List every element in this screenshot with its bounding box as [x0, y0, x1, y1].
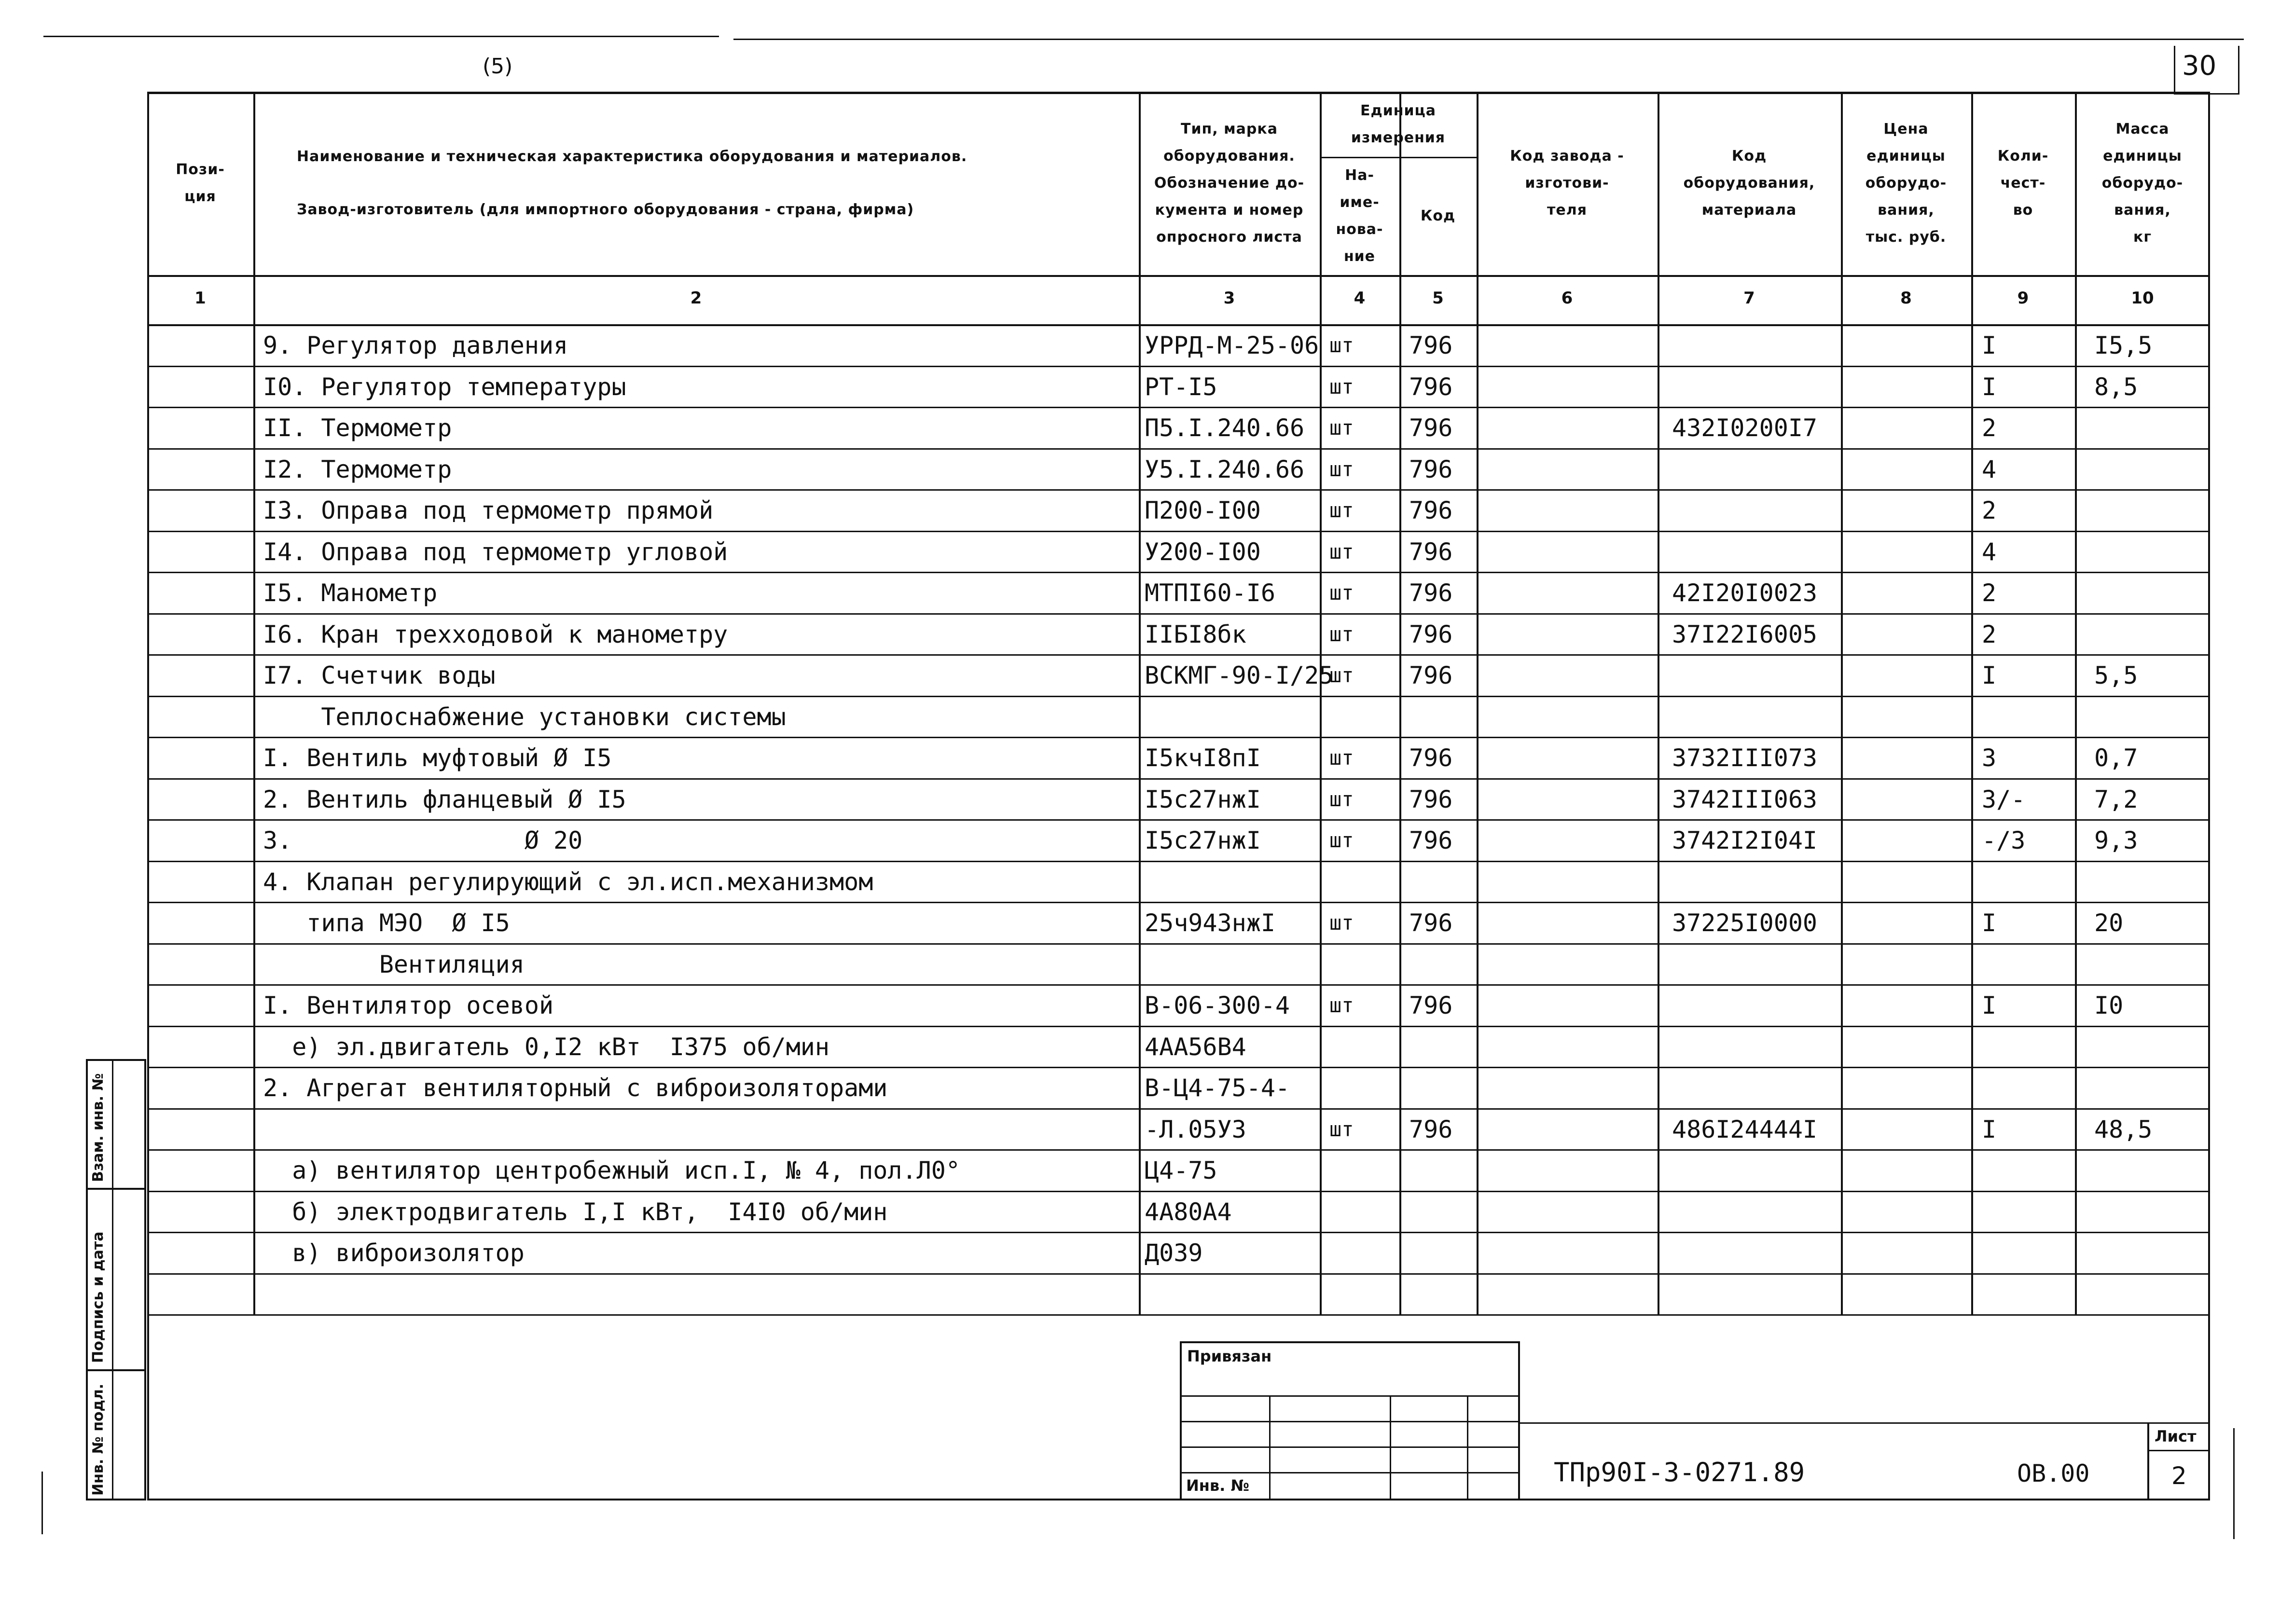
- item-type: П200-I00: [1145, 496, 1261, 524]
- item-equipment-code: 3732III073: [1672, 744, 1818, 772]
- header-mass-line: оборудо-: [2101, 175, 2183, 192]
- item-unit: шт: [1329, 457, 1354, 481]
- item-quantity: 4: [1982, 455, 1997, 483]
- header-equipment-code-line: материала: [1701, 202, 1797, 219]
- header-unit-line: Единица: [1360, 102, 1436, 119]
- item-name: I0. Регулятор температуры: [263, 372, 626, 401]
- side-label-podpis: Подпись и дата: [90, 1231, 107, 1363]
- item-equipment-code: 486I24444I: [1672, 1115, 1818, 1143]
- item-unit-code: 796: [1409, 414, 1453, 442]
- bottom-left-mark: [41, 1472, 43, 1534]
- item-unit: шт: [1329, 374, 1354, 399]
- item-type: 4А80А4: [1145, 1197, 1232, 1226]
- column-number: 9: [2017, 289, 2029, 308]
- header-type-line: опросного листа: [1156, 229, 1302, 246]
- item-quantity: 4: [1982, 537, 1997, 566]
- item-name: I6. Кран трехходовой к манометру: [263, 620, 728, 648]
- top-mark: (5): [483, 54, 513, 79]
- item-name: 3. Ø 20: [263, 826, 583, 854]
- item-type: В-Ц4-75-4-: [1145, 1074, 1290, 1102]
- item-name: Вентиляция: [263, 950, 525, 978]
- item-name: б) электродвигатель I,I кВт, I4I0 об/мин: [263, 1197, 888, 1226]
- item-unit: шт: [1329, 787, 1354, 811]
- column-number: 1: [194, 289, 206, 308]
- item-name: 9. Регулятор давления: [263, 331, 568, 359]
- item-name: 4. Клапан регулирующий с эл.исп.механизмом: [263, 867, 873, 896]
- header-unit-name-line: На-: [1345, 166, 1374, 184]
- right-edge-mark: [2233, 1428, 2235, 1539]
- document-code: ТПр90І-3-0271.89: [1554, 1457, 1805, 1487]
- section-code: ОВ.00: [2017, 1459, 2090, 1487]
- item-quantity: 3: [1982, 744, 1997, 772]
- header-mass-line: единицы: [2103, 148, 2182, 165]
- item-quantity: -/3: [1982, 826, 2026, 854]
- header-quantity: [1971, 92, 2075, 275]
- page-number: 30: [2182, 50, 2217, 82]
- column-number: 10: [2131, 289, 2154, 308]
- stamp-v2: [1390, 1395, 1391, 1500]
- item-name: Теплоснабжение установки системы: [263, 702, 786, 731]
- item-mass: 8,5: [2094, 372, 2138, 401]
- header-mass-line: Масса: [2115, 121, 2169, 138]
- item-name: в) виброизолятор: [263, 1239, 525, 1267]
- item-mass: 0,7: [2094, 744, 2138, 772]
- side-stamp-divider: [112, 1059, 113, 1500]
- item-mass: 7,2: [2094, 785, 2138, 813]
- column-number: 8: [1900, 289, 1912, 308]
- header-price-line: единицы: [1866, 148, 1946, 165]
- item-name: 2. Агрегат вентиляторный с виброизоляторами: [263, 1074, 888, 1102]
- item-mass: 20: [2094, 909, 2124, 937]
- column-number: 5: [1432, 289, 1444, 308]
- item-unit: шт: [1329, 663, 1354, 687]
- item-type: 4АА56В4: [1145, 1032, 1246, 1061]
- header-unit-name-line: нова-: [1336, 220, 1383, 238]
- item-quantity: 2: [1982, 620, 1997, 648]
- item-equipment-code: 3742III063: [1672, 785, 1818, 813]
- item-name: I3. Оправа под термометр прямой: [263, 496, 714, 524]
- item-mass: 48,5: [2094, 1115, 2153, 1143]
- item-quantity: 2: [1982, 414, 1997, 442]
- header-mass: [2075, 92, 2210, 275]
- item-unit: шт: [1329, 498, 1354, 522]
- header-type-line: кумента и номер: [1155, 202, 1304, 219]
- item-type: У200-I00: [1145, 537, 1261, 566]
- header-price-line: тыс. руб.: [1865, 229, 1947, 246]
- header-quantity-line: во: [2013, 202, 2033, 219]
- item-type: ВСКМГ-90-I/25: [1145, 661, 1334, 689]
- header-price-line: оборудо-: [1865, 175, 1947, 192]
- item-unit-code: 796: [1409, 909, 1453, 937]
- item-equipment-code: 37I22I6005: [1672, 620, 1818, 648]
- item-quantity: I: [1982, 991, 1997, 1019]
- stamp-inv-label: Инв. №: [1186, 1476, 1249, 1495]
- stamp-h3: [1180, 1446, 1520, 1448]
- header-quantity-line: чест-: [2000, 175, 2046, 192]
- header-unit: [1320, 92, 1477, 157]
- item-unit-code: 796: [1409, 826, 1453, 854]
- item-unit-code: 796: [1409, 991, 1453, 1019]
- item-mass: 9,3: [2094, 826, 2138, 854]
- item-unit-code: 796: [1409, 785, 1453, 813]
- header-position: [147, 92, 253, 275]
- list-label: Лист: [2155, 1427, 2197, 1445]
- column-number: 3: [1223, 289, 1235, 308]
- item-type: -Л.05У3: [1145, 1115, 1246, 1143]
- header-unit-name: [1320, 157, 1399, 275]
- item-unit-code: 796: [1409, 620, 1453, 648]
- header-bottom-line: [147, 275, 2210, 277]
- item-quantity: I: [1982, 661, 1997, 689]
- item-quantity: I: [1982, 1115, 1997, 1143]
- side-label-vzam: Взам. инв. №: [90, 1073, 107, 1182]
- row-line-24: [147, 1314, 2210, 1316]
- column-number: 6: [1561, 289, 1573, 308]
- header-factory-code-line: изготови-: [1525, 175, 1609, 192]
- item-unit: шт: [1329, 828, 1354, 852]
- item-unit: шт: [1329, 746, 1354, 770]
- header-unit-line: измерения: [1351, 129, 1446, 146]
- header-equipment-code: [1658, 92, 1841, 275]
- item-quantity: 3/-: [1982, 785, 2026, 813]
- item-name: I. Вентилятор осевой: [263, 991, 554, 1019]
- stamp-v1: [1269, 1395, 1271, 1500]
- header-type-line: оборудования.: [1163, 148, 1295, 165]
- item-unit-code: 796: [1409, 455, 1453, 483]
- header-factory-code-line: теля: [1547, 202, 1587, 219]
- item-unit: шт: [1329, 993, 1354, 1017]
- column-number: 7: [1743, 289, 1755, 308]
- stamp-v3: [1467, 1395, 1468, 1500]
- item-unit: шт: [1329, 911, 1354, 935]
- item-mass: I0: [2094, 991, 2124, 1019]
- header-name-line: Завод-изготовитель (для импортного оборудования - страна, фирма): [297, 201, 914, 218]
- stamp-h4: [1180, 1472, 1520, 1473]
- item-unit: шт: [1329, 539, 1354, 564]
- header-factory-code: [1477, 92, 1658, 275]
- item-name: II. Термометр: [263, 414, 452, 442]
- item-unit-code: 796: [1409, 372, 1453, 401]
- item-unit: шт: [1329, 333, 1354, 357]
- list-box-divider: [2147, 1450, 2210, 1451]
- header-unit-code: [1399, 157, 1477, 275]
- item-unit-code: 796: [1409, 1115, 1453, 1143]
- item-type: РТ-I5: [1145, 372, 1217, 401]
- list-number: 2: [2171, 1462, 2187, 1490]
- header-type-line: Тип, марка: [1181, 121, 1278, 138]
- item-unit-code: 796: [1409, 331, 1453, 359]
- item-equipment-code: 42I20I0023: [1672, 579, 1818, 607]
- item-type: П5.I.240.66: [1145, 414, 1305, 442]
- item-unit-code: 796: [1409, 661, 1453, 689]
- header-unit-name-line: име-: [1340, 193, 1380, 211]
- item-type: В-06-300-4: [1145, 991, 1290, 1019]
- stamp-h2: [1180, 1421, 1520, 1422]
- column-number: 4: [1354, 289, 1366, 308]
- header-mass-line: кг: [2133, 229, 2152, 246]
- item-name: I. Вентиль муфтовый Ø I5: [263, 744, 612, 772]
- header-price-line: вания,: [1878, 202, 1935, 219]
- item-unit: шт: [1329, 581, 1354, 605]
- item-type: I5с27нжI: [1145, 785, 1261, 813]
- item-unit: шт: [1329, 1117, 1354, 1141]
- item-equipment-code: 432I0200I7: [1672, 414, 1818, 442]
- item-name: I5. Манометр: [263, 579, 438, 607]
- side-stamp-sep-1: [86, 1188, 146, 1190]
- item-equipment-code: 37225I0000: [1672, 909, 1818, 937]
- item-name: I2. Термометр: [263, 455, 452, 483]
- header-mass-line: вания,: [2114, 202, 2171, 219]
- item-name: а) вентилятор центробежный исп.I, № 4, пол.Л0°: [263, 1156, 960, 1184]
- side-label-inv-podl: Инв. № подл.: [90, 1383, 107, 1496]
- item-quantity: 2: [1982, 496, 1997, 524]
- item-mass: I5,5: [2094, 331, 2153, 359]
- item-name: е) эл.двигатель 0,I2 кВт I375 об/мин: [263, 1032, 829, 1061]
- header-factory-code-line: Код завода -: [1510, 148, 1624, 165]
- header-name: [297, 130, 967, 236]
- header-position-line: ция: [184, 188, 216, 205]
- header-position-line: Пози-: [176, 161, 225, 178]
- top-rule-right: [733, 39, 2244, 40]
- item-quantity: 2: [1982, 579, 1997, 607]
- header-equipment-code-line: Код: [1731, 148, 1767, 165]
- item-unit-code: 796: [1409, 537, 1453, 566]
- item-quantity: I: [1982, 909, 1997, 937]
- item-quantity: I: [1982, 372, 1997, 401]
- top-rule-left: [43, 36, 719, 37]
- item-unit: шт: [1329, 622, 1354, 646]
- table-row: [147, 1273, 2210, 1315]
- item-name: I7. Счетчик воды: [263, 661, 496, 689]
- item-type: I5с27нжI: [1145, 826, 1261, 854]
- item-equipment-code: 3742I2I04I: [1672, 826, 1818, 854]
- item-type: У5.I.240.66: [1145, 455, 1305, 483]
- header-name-line: Наименование и техническая характеристика оборудования и материалов.: [297, 148, 967, 165]
- header-unit-name-line: ние: [1343, 248, 1376, 265]
- item-mass: 5,5: [2094, 661, 2138, 689]
- item-type: IIБI8бк: [1145, 620, 1246, 648]
- item-type: 25ч943нжI: [1145, 909, 1275, 937]
- side-stamp-sep-2: [86, 1369, 146, 1371]
- header-type: [1139, 92, 1320, 275]
- header-quantity-line: Коли-: [1997, 148, 2049, 165]
- stamp-privyazan: Привязан: [1187, 1347, 1272, 1365]
- item-quantity: I: [1982, 331, 1997, 359]
- column-number: 2: [690, 289, 702, 308]
- item-name: I4. Оправа под термометр угловой: [263, 537, 728, 566]
- item-name: типа МЭО Ø I5: [263, 909, 510, 937]
- header-unit-code-line: Код: [1420, 207, 1456, 224]
- header-price: [1841, 92, 1971, 275]
- item-type: МТПI60-I6: [1145, 579, 1275, 607]
- title-top-rule: [1520, 1422, 2210, 1424]
- item-unit-code: 796: [1409, 744, 1453, 772]
- item-unit: шт: [1329, 416, 1354, 440]
- stamp-h1: [1180, 1395, 1520, 1397]
- item-unit-code: 796: [1409, 579, 1453, 607]
- item-name: 2. Вентиль фланцевый Ø I5: [263, 785, 626, 813]
- header-equipment-code-line: оборудования,: [1683, 175, 1815, 192]
- item-type: Ц4-75: [1145, 1156, 1217, 1184]
- item-type: УРРД-М-25-06: [1145, 331, 1319, 359]
- item-type: Д039: [1145, 1239, 1203, 1267]
- header-price-line: Цена: [1883, 121, 1929, 138]
- item-type: I5кчI8пI: [1145, 744, 1261, 772]
- item-unit-code: 796: [1409, 496, 1453, 524]
- header-type-line: Обозначение до-: [1154, 175, 1305, 192]
